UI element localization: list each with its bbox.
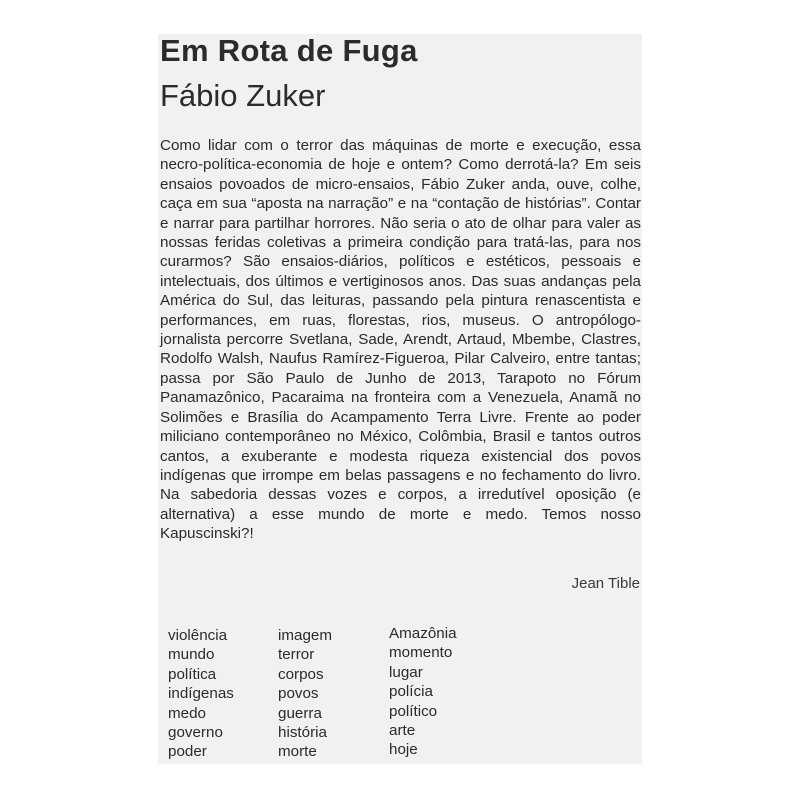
keyword: política: [168, 665, 217, 683]
keyword: Amazônia: [389, 625, 457, 642]
book-blurb: Como lidar com o terror das máquinas de morte e execução, essa necro-política-economia de hoje e ontem? Como derrotá-la? Em seis ensaios povoados de micro-ensaios, Fábio Zuker anda, ouve, colhe, caça em sua “aposta na narração” e na “contação de histórias”. Contar e narrar para partilhar horrores. Não seria o ato de olhar para valer as nossas feridas coletivas a primeira condição para tratá-las, para nos curarmos? São ensaios-diários, políticos e estéticos, pessoais e intelectuais, dos últimos e vertiginosos anos. Das suas andanças pela América do Sul, das leituras, passando pela pintura renascentista e performances, em ruas, florestas, rios, museus. O antropólogo-jornalista percorre Svetlana, Sade, Arendt, Artaud, Mbembe, Clastres, Rodolfo Walsh, Naufus Ramírez-Figueroa, Pilar Calveiro, entre tantas; passa por São Paulo de Junho de 2013, Tarapoto no Fórum Panamazônico, Pacaraima na fronteira com a Venezuela, Anamã no Solimões e Brasília do Acampamento Terra Livre. Frente ao poder miliciano contemporâneo no México, Colômbia, Brasil e tantos outros cantos, a exuberante e modesta riqueza existencial dos povos indígenas que irrompe em belas passagens e no fechamento do livro. Na sabedoria dessas vozes e corpos, a irredutível oposição (e alternativa) a esse mundo de morte e medo. Temos nosso Kapuscinski?!: [160, 137, 641, 543]
keyword-column-3: [389, 624, 457, 760]
keyword: político: [389, 702, 438, 720]
keyword: momento: [389, 644, 453, 662]
book-author: Fábio Zuker: [160, 78, 326, 113]
blurb-attribution: Jean Tible: [571, 575, 640, 592]
keyword: terror: [278, 646, 315, 664]
keyword: arte: [389, 722, 416, 740]
keyword: governo: [168, 724, 223, 742]
keyword-column-2: [278, 626, 332, 762]
keyword: imagem: [278, 627, 333, 644]
book-title: Em Rota de Fuga: [160, 33, 418, 68]
keyword-column-1: [168, 626, 234, 762]
keyword: polícia: [389, 683, 433, 701]
keyword: hoje: [389, 741, 418, 759]
keyword: medo: [168, 704, 206, 722]
keyword: mundo: [168, 646, 215, 664]
keyword: povos: [278, 685, 319, 703]
keyword: guerra: [278, 704, 322, 722]
keyword: lugar: [389, 663, 423, 681]
keyword: corpos: [278, 665, 324, 683]
keyword: indígenas: [168, 685, 234, 703]
keyword: história: [278, 724, 327, 742]
keyword: poder: [168, 743, 207, 761]
keyword: violência: [168, 627, 228, 644]
keyword: morte: [278, 743, 317, 761]
